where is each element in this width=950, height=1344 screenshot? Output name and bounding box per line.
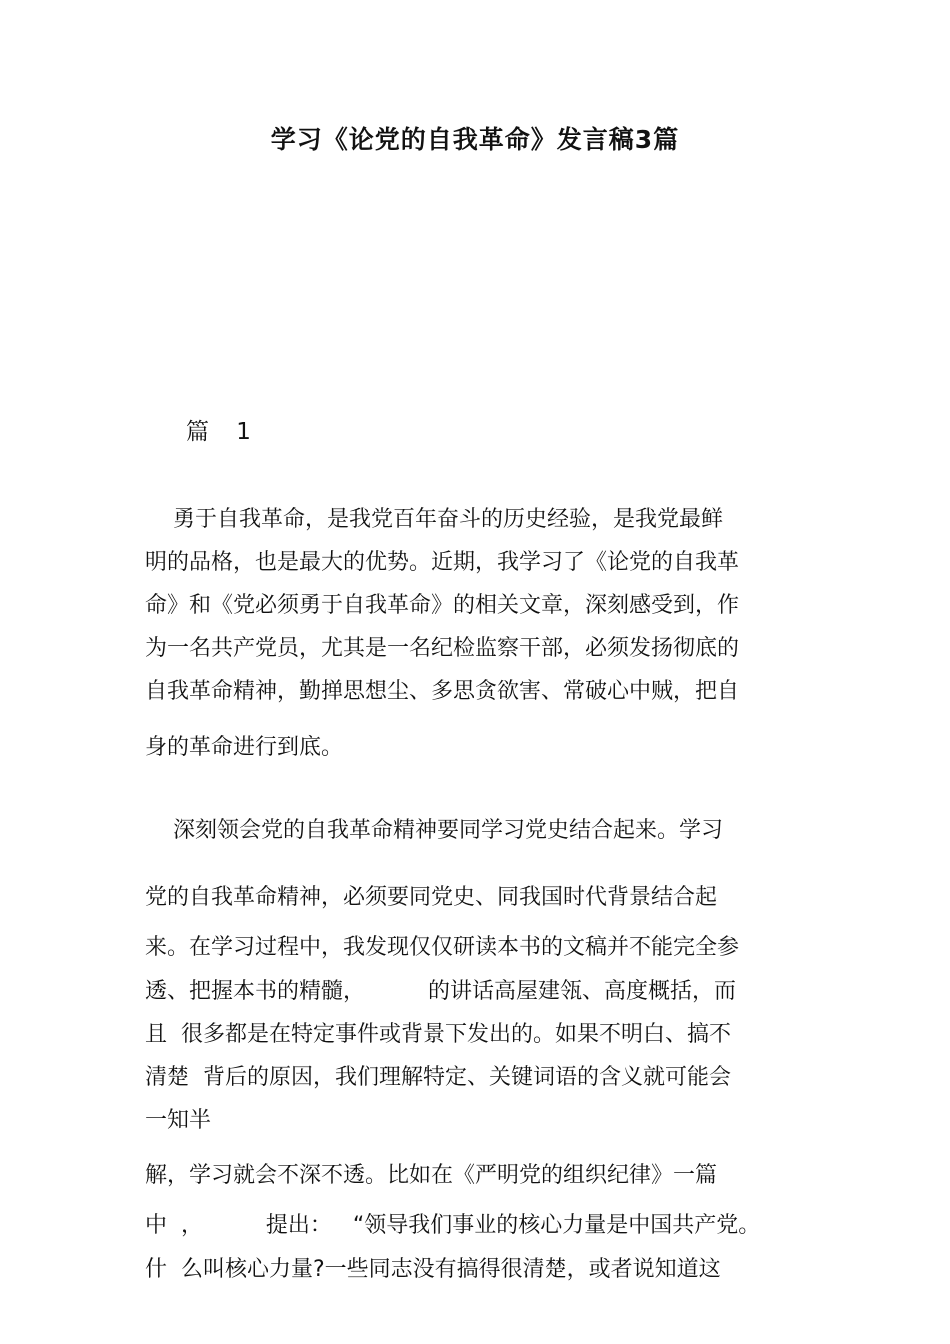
paragraph-line: 勇于自我革命，是我党百年奋斗的历史经验，是我党最鲜 [145, 507, 723, 532]
paragraph-line: 解，学习就会不深不透。比如在《严明党的组织纪律》一篇 [145, 1163, 718, 1188]
document-title: 学习《论党的自我革命》发言稿3篇 [270, 125, 680, 154]
paragraph-line: 什 么叫核心力量?一些同志没有搞得很清楚，或者说知道这 [145, 1257, 721, 1282]
paragraph-line: 一知半 [145, 1108, 212, 1133]
paragraph-line: 命》和《党必须勇于自我革命》的相关文章，深刻感受到，作 [145, 593, 740, 618]
paragraph-line: 中 ， 提出： “领导我们事业的核心力量是中国共产党。 [145, 1213, 761, 1238]
paragraph-line: 身的革命进行到底。 [145, 735, 344, 760]
paragraph-line: 深刻领会党的自我革命精神要同学习党史结合起来。学习 [145, 818, 723, 843]
paragraph-line: 党的自我革命精神，必须要同党史、同我国时代背景结合起 [145, 885, 718, 910]
paragraph-line: 明的品格，也是最大的优势。近期，我学习了《论党的自我革 [145, 550, 740, 575]
paragraph-line: 来。在学习过程中，我发现仅仅研读本书的文稿并不能完全参 [145, 935, 740, 960]
paragraph-line: 透、把握本书的精髓， 的讲话高屋建瓴、高度概括，而 [145, 979, 736, 1004]
paragraph-line: 为一名共产党员，尤其是一名纪检监察干部，必须发扬彻底的 [145, 636, 740, 661]
paragraph-line: 且 很多都是在特定事件或背景下发出的。如果不明白、搞不 [145, 1022, 731, 1047]
paragraph-line: 清楚 背后的原因，我们理解特定、关键词语的含义就可能会 [145, 1065, 731, 1090]
paragraph-line: 自我革命精神，勤掸思想尘、多思贪欲害、常破心中贼，把自 [145, 679, 740, 704]
section-heading: 篇 1 [186, 419, 261, 445]
